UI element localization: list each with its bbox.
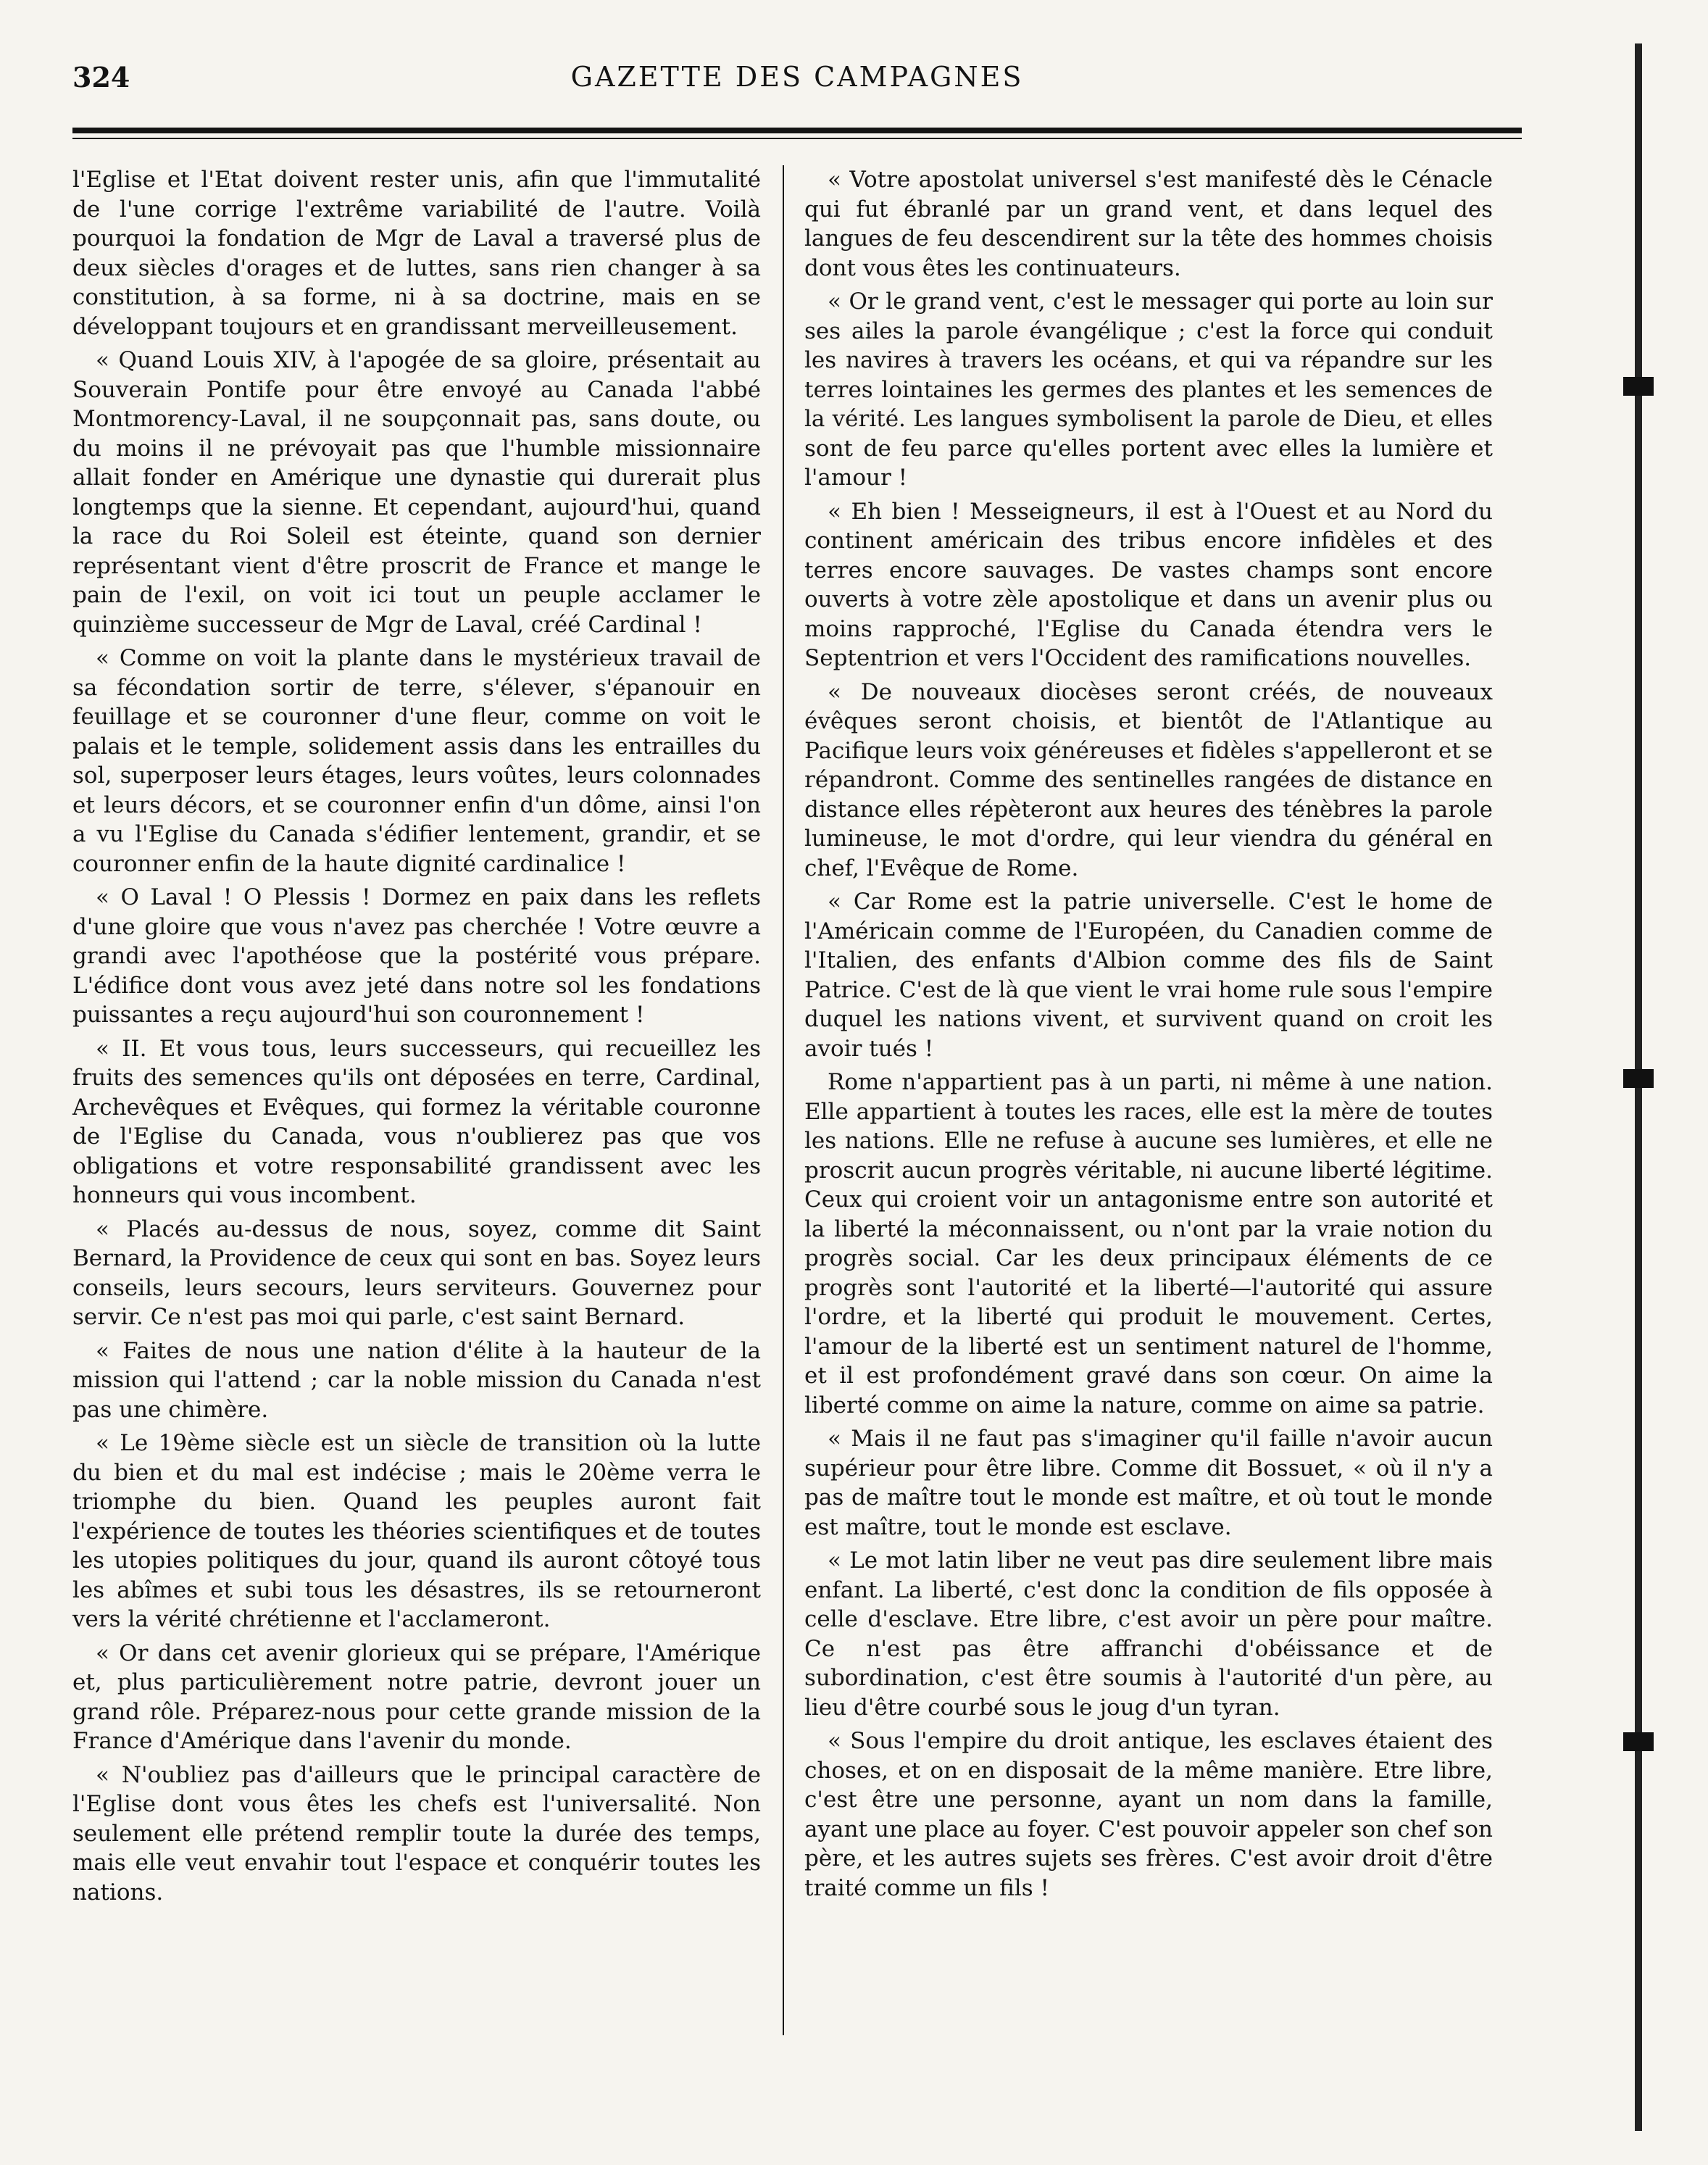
paragraph: Rome n'appartient pas à un parti, ni même à une nation. Elle appartient à toutes les races, elle est la mère de toutes les nations. Elle ne refuse à aucune ses lumières, et elle ne proscrit aucun progrès véritable, ni aucune liberté légitime. Ceux qui croient voir un antagonisme entre son autorité et la liberté la méconnaissent, ou n'ont par la vraie notion du progrès social. Car les deux principaux éléments de ce progrès sont l'autorité et la liberté—l'autorité qui assure l'ordre, et la liberté qui produit le mouvement. Certes, l'amour de la liberté est un sentiment naturel de l'homme, et il est profondément gravé dans son cœur. On aime la liberté comme on aime la nature, comme on aime sa patrie. <box>804 1069 1493 1418</box>
paragraph: « Le 19ème siècle est un siècle de transition où la lutte du bien et du mal est indécise ; mais le 20ème verra le triomphe du bien. Quand les peuples auront fait l'expérience de toutes les théories scientifiques et de toutes les utopies politiques du jour, quand ils auront côtoyé tous les abîmes et subi tous les désastres, ils se retourneront vers la vérité chrétienne et l'acclameront. <box>72 1430 761 1632</box>
column-divider <box>783 165 784 2035</box>
paragraph: « Sous l'empire du droit antique, les esclaves étaient des choses, et on en disposait de la même manière. Etre libre, c'est être une personne, ayant un nom dans la famille, ayant une place au foyer. C'est pouvoir appeler son chef son père, et les autres sujets ses frères. C'est avoir droit d'être traité comme un fils ! <box>804 1728 1493 1901</box>
page-header <box>72 61 1522 104</box>
paragraph: « Eh bien ! Messeigneurs, il est à l'Ouest et au Nord du continent américain des tribus encore infidèles et des terres encore sauvages. De vastes champs sont encore ouverts à votre zèle apostolique et dans un avenir plus ou moins rapproché, l'Eglise du Canada étendra vers le Septentrion et vers l'Occident des ramifications nouvelles. <box>804 498 1493 671</box>
paragraph: « Car Rome est la patrie universelle. C'est le home de l'Américain comme de l'Européen, du Canadien comme de l'Italien, des enfants d'Albion comme des fils de Saint Patrice. C'est de là que vient le vrai home rule sous l'empire duquel les nations vivent, et survivent quand on croit les avoir tués ! <box>804 889 1493 1062</box>
paragraph: « Or le grand vent, c'est le messager qui porte au loin sur ses ailes la parole évangélique ; c'est la force qui conduit les navires à travers les océans, et qui va répandre sur les terres lointaines les germes des plantes et les semences de la vérité. Les langues symbolisent la parole de Dieu, et elles sont de feu parce qu'elles portent avec elles la lumière et l'amour ! <box>804 288 1493 491</box>
paragraph: « N'oubliez pas d'ailleurs que le principal caractère de l'Eglise dont vous êtes les chefs est l'universalité. Non seulement elle prétend remplir toute la durée des temps, mais elle veut envahir tout l'espace et conquérir toutes les nations. <box>72 1761 761 1906</box>
paragraph: « Placés au-dessus de nous, soyez, comme dit Saint Bernard, la Providence de ceux qui sont en bas. Soyez leurs conseils, leurs secours, leurs serviteurs. Gouvernez pour servir. Ce n'est pas moi qui parle, c'est saint Bernard. <box>72 1216 761 1330</box>
paragraph: « Le mot latin liber ne veut pas dire seulement libre mais enfant. La liberté, c'est donc la condition de fils opposée à celle d'esclave. Etre libre, c'est avoir un père pour maître. Ce n'est pas être affranchi d'obéissance et de subordination, c'est être soumis à l'autorité d'un père, au lieu d'être courbé sous le joug d'un tyran. <box>804 1547 1493 1721</box>
paragraph: « De nouveaux diocèses seront créés, de nouveaux évêques seront choisis, et bientôt de l'Atlantique au Pacifique leurs voix généreuses et fidèles s'appelleront et se répandront. Comme des sentinelles rangées de distance en distance elles répèteront aux heures des ténèbres la parole lumineuse, le mot d'ordre, qui leur viendra du général en chef, l'Evêque de Rome. <box>804 678 1493 881</box>
paragraph: « Quand Louis XIV, à l'apogée de sa gloire, présentait au Souverain Pontife pour être envoyé au Canada l'abbé Montmorency-Laval, il ne soupçonnait pas, sans doute, ou du moins il ne prévoyait pas que l'humble missionnaire allait fonder en Amérique une dynastie qui durerait plus longtemps que la sienne. Et cependant, aujourd'hui, quand la race du Roi Soleil est éteinte, quand son dernier représentant vient d'être proscrit de France et mange le pain de l'exil, on voit ici tout un peuple acclamer le quinzième successeur de Mgr de Laval, créé Cardinal ! <box>72 347 761 638</box>
paragraph: « Mais il ne faut pas s'imaginer qu'il faille n'avoir aucun supérieur pour être libre. Comme dit Bossuet, « où il n'y a pas de maître tout le monde est maître, et où tout le monde est maître, tout le monde est esclave. <box>804 1426 1493 1540</box>
paragraph: « O Laval ! O Plessis ! Dormez en paix dans les reflets d'une gloire que vous n'avez pas cherchée ! Votre œuvre a grandi avec l'apothéose que la postérité vous prépare. L'édifice dont vous avez jeté dans notre sol les fondations puissantes a reçu aujourd'hui son couronnement ! <box>72 884 761 1028</box>
paragraph: « II. Et vous tous, leurs successeurs, qui recueillez les fruits des semences qu'ils ont déposées en terre, Cardinal, Archevêques et Evêques, qui formez la véritable couronne de l'Eglise du Canada, vous n'oublierez pas que vos obligations et votre responsabilité grandissent avec les honneurs qui vous incombent. <box>72 1035 761 1208</box>
left-column <box>72 165 761 1911</box>
binding-mark <box>1623 1732 1654 1751</box>
right-column <box>804 165 1493 1907</box>
running-title: GAZETTE DES CAMPAGNES <box>570 61 1024 93</box>
page-number: 324 <box>72 61 130 94</box>
paragraph: « Comme on voit la plante dans le mystérieux travail de sa fécondation sortir de terre, s'élever, s'épanouir en feuillage et se couronner d'une fleur, comme on voit le palais et le temple, solidement assis dans les entrailles du sol, superposer leurs étages, leurs voûtes, leurs colonnades et leurs décors, et se couronner enfin d'un dôme, ainsi l'on a vu l'Eglise du Canada s'édifier lentement, grandir, et se couronner enfin de la haute dignité cardinalice ! <box>72 645 761 877</box>
header-rule-thick <box>72 128 1522 133</box>
paragraph: « Faites de nous une nation d'élite à la hauteur de la mission qui l'attend ; car la noble mission du Canada n'est pas une chimère. <box>72 1337 761 1423</box>
binding-mark <box>1623 377 1654 396</box>
header-rule-thin <box>72 138 1522 139</box>
paragraph: l'Eglise et l'Etat doivent rester unis, afin que l'immutalité de l'une corrige l'extrême variabilité de l'autre. Voilà pourquoi la fondation de Mgr de Laval a traversé plus de deux siècles d'orages et de luttes, sans rien changer à sa constitution, à sa forme, ni à sa doctrine, mais en se développant toujours et en grandissant merveilleusement. <box>72 167 761 340</box>
paragraph: « Votre apostolat universel s'est manifesté dès le Cénacle qui fut ébranlé par un grand vent, et dans lequel des langues de feu descendirent sur la tête des hommes choisis dont vous êtes les continuateurs. <box>804 167 1493 281</box>
paragraph: « Or dans cet avenir glorieux qui se prépare, l'Amérique et, plus particulièrement notre patrie, devront jouer un grand rôle. Préparez-nous pour cette grande mission de la France d'Amérique dans l'avenir du monde. <box>72 1640 761 1754</box>
binding-mark <box>1623 1069 1654 1088</box>
